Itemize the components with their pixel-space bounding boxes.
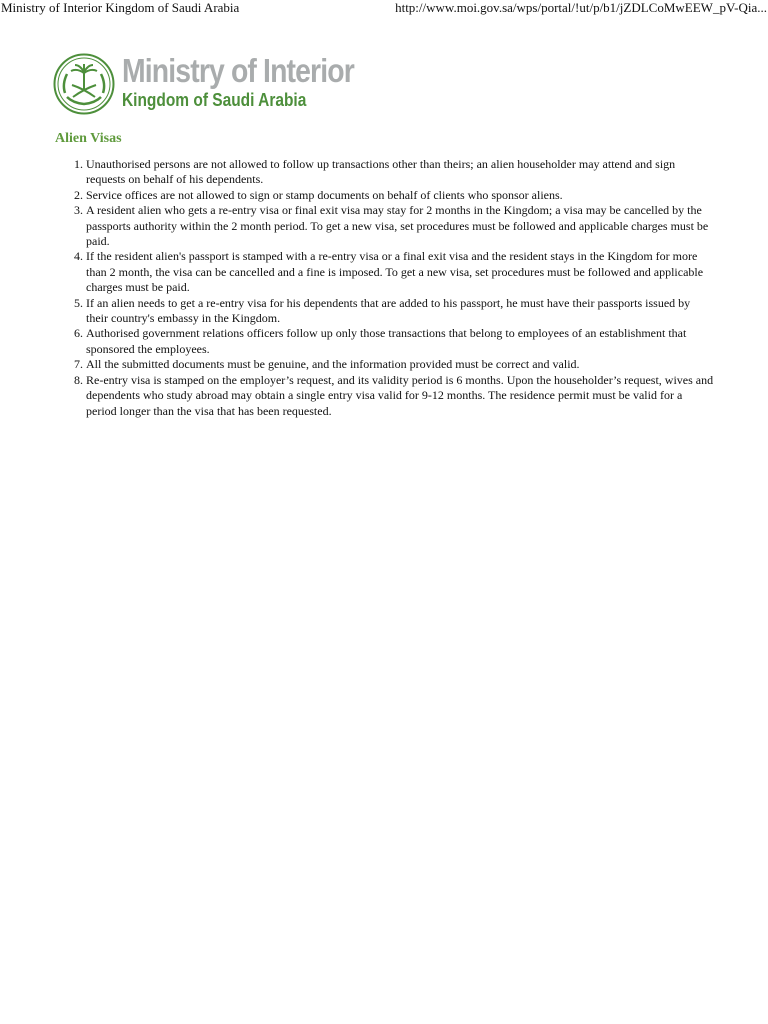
page-url[interactable]: http://www.moi.gov.sa/wps/portal/!ut/p/b1/jZDLCoMwEEW_pV-Qia...: [395, 0, 767, 15]
rules-list: [55, 157, 715, 419]
list-item: 6. Authorised government relations officers follow up only those transactions that belong to employees of an establishment that sponsored the employees.: [86, 326, 715, 357]
page-title-header: Ministry of Interior Kingdom of Saudi Arabia: [1, 0, 240, 15]
list-item: 8. Re-entry visa is stamped on the employer’s request, and its validity period is 6 months. Upon the householder’s request, wives and dependents who study abroad may obtain a single entry visa valid for 9-12 months. The residence permit must be valid for a period longer than the visa that has been requested.: [86, 373, 715, 419]
list-item: 5. If an alien needs to get a re-entry visa for his dependents that are added to his passport, he must have their passports issued by their country's embassy in the Kingdom.: [86, 296, 715, 327]
list-item: 7. All the submitted documents must be genuine, and the information provided must be correct and valid.: [86, 357, 715, 372]
section-heading: Alien Visas: [55, 131, 122, 146]
list-item: 4. If the resident alien's passport is stamped with a re-entry visa or a final exit visa and the resident stays in the Kingdom for more than 2 month, the visa can be cancelled and a fine is imposed. To get a new visa, set procedures must be followed and applicable charges must be paid.: [86, 249, 715, 295]
logo-title: Ministry of Interior: [122, 52, 354, 89]
saudi-emblem-icon: [53, 53, 115, 115]
list-item: 2. Service offices are not allowed to sign or stamp documents on behalf of clients who sponsor aliens.: [86, 188, 715, 203]
list-item: 3. A resident alien who gets a re-entry visa or final exit visa may stay for 2 months in the Kingdom; a visa may be cancelled by the passports authority within the 2 month period. To get a new visa, set procedures must be followed and applicable charges must be paid.: [86, 203, 715, 249]
logo-subtitle: Kingdom of Saudi Arabia: [122, 90, 307, 110]
print-header: [0, 0, 768, 16]
list-item: 1. Unauthorised persons are not allowed to follow up transactions other than theirs; an alien householder may attend and sign requests on behalf of his dependents.: [86, 157, 715, 188]
ministry-logo[interactable]: [53, 53, 383, 115]
